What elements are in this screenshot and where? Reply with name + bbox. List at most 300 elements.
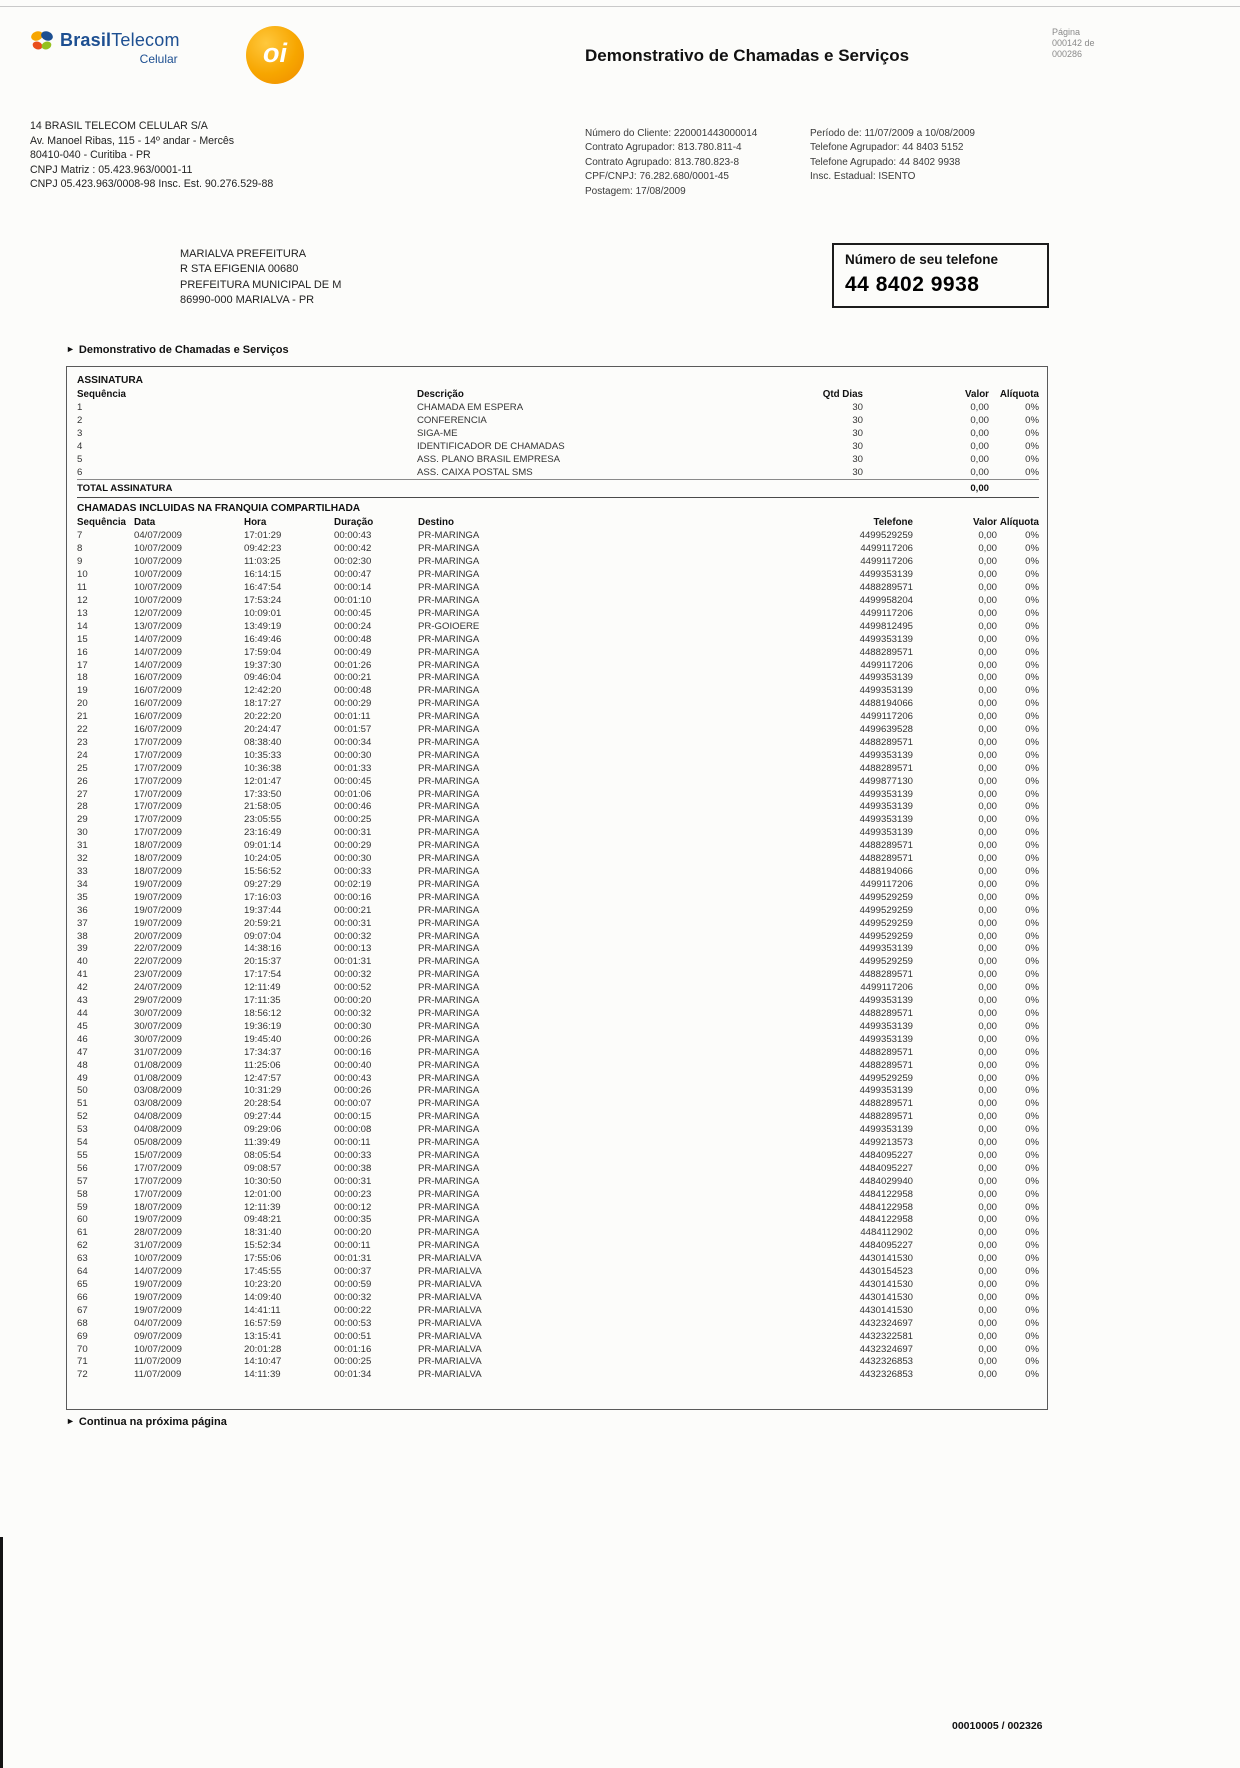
brand-name: BrasilTelecom	[60, 30, 180, 50]
cell-valor: 0,00	[978, 1266, 997, 1278]
cell-duracao: 00:00:40	[334, 1059, 372, 1071]
cell-destino: PR-MARINGA	[418, 1175, 480, 1187]
cell-duracao: 00:00:20	[334, 1227, 372, 1239]
cell-sequencia: 25	[77, 762, 88, 774]
cell-valor: 0,00	[978, 1304, 997, 1316]
cell-telefone: 4432324697	[859, 1317, 913, 1329]
cell-destino: PR-MARINGA	[418, 556, 480, 568]
cell-descricao: ASS. CAIXA POSTAL SMS	[417, 466, 533, 478]
cell-data: 19/07/2009	[134, 1214, 183, 1226]
cell-duracao: 00:00:11	[334, 1240, 371, 1252]
col-header-destino: Destino	[418, 517, 454, 529]
cell-hora: 17:33:50	[244, 788, 282, 800]
cell-sequencia: 45	[77, 1020, 88, 1032]
cell-data: 16/07/2009	[134, 698, 183, 710]
cell-aliquota: 0%	[1025, 646, 1039, 658]
chamada-row	[77, 634, 1039, 647]
phone-number: 44 8402 9938	[845, 273, 980, 296]
assinatura-row	[77, 415, 1039, 428]
cell-duracao: 00:01:10	[334, 594, 372, 606]
cell-data: 04/07/2009	[134, 1317, 183, 1329]
cell-valor: 0,00	[978, 1046, 997, 1058]
cell-hora: 12:11:49	[244, 982, 281, 994]
cell-sequencia: 26	[77, 775, 88, 787]
cell-valor: 0,00	[978, 659, 997, 671]
cell-telefone: 4499529259	[859, 891, 913, 903]
cell-aliquota: 0%	[1025, 1279, 1039, 1290]
cell-sequencia: 52	[77, 1111, 88, 1123]
cell-hora: 20:28:54	[244, 1098, 282, 1110]
company-address	[30, 119, 273, 192]
col-header-valor: Valor	[965, 389, 989, 400]
cell-aliquota: 0%	[1025, 659, 1039, 671]
cell-descricao: CONFERENCIA	[417, 414, 487, 426]
cell-data: 18/07/2009	[134, 866, 183, 877]
page-info	[1052, 27, 1095, 60]
cell-destino: PR-MARINGA	[418, 659, 480, 671]
cell-destino: PR-MARINGA	[418, 995, 480, 1007]
chamada-row	[77, 698, 1039, 711]
cell-valor: 0,00	[978, 1188, 997, 1200]
assinatura-header-row	[77, 388, 1039, 402]
cell-telefone: 4499353139	[859, 1085, 913, 1097]
cell-sequencia: 66	[77, 1291, 88, 1303]
assinatura-title: ASSINATURA	[77, 375, 144, 386]
chamada-row	[77, 530, 1039, 543]
cell-duracao: 00:00:32	[334, 1291, 372, 1303]
cell-hora: 10:31:29	[244, 1085, 282, 1097]
cell-qtd-dias: 30	[852, 427, 863, 439]
client-info-line: Contrato Agrupador: 813.780.811-4	[585, 142, 742, 154]
total-assinatura-value: 0,00	[863, 480, 989, 498]
cell-valor: 0,00	[970, 414, 989, 426]
cell-aliquota: 0%	[1025, 440, 1039, 452]
chamada-row	[77, 1189, 1039, 1202]
cell-telefone: 4499353139	[859, 633, 913, 645]
cell-telefone: 4488289571	[859, 762, 913, 774]
cell-valor: 0,00	[978, 646, 997, 658]
cell-destino: PR-MARINGA	[418, 956, 480, 968]
cell-sequencia: 48	[77, 1059, 88, 1071]
chamada-row	[77, 1150, 1039, 1163]
cell-telefone: 4499117206	[860, 607, 913, 619]
cell-valor: 0,00	[978, 633, 997, 645]
company-address-line: Av. Manoel Ribas, 115 - 14º andar - Mercês	[30, 134, 235, 147]
cell-valor: 0,00	[978, 1317, 997, 1329]
cell-data: 14/07/2009	[134, 659, 183, 671]
cell-sequencia: 58	[77, 1188, 88, 1200]
cell-aliquota: 0%	[1025, 1111, 1039, 1123]
cell-destino: PR-MARINGA	[418, 775, 480, 787]
chamada-row	[77, 840, 1039, 853]
cell-data: 05/08/2009	[134, 1137, 183, 1149]
cell-sequencia: 42	[77, 982, 88, 994]
cell-aliquota: 0%	[1025, 814, 1039, 826]
cell-valor: 0,00	[970, 453, 989, 465]
cell-aliquota: 0%	[1025, 904, 1039, 916]
cell-hora: 19:37:30	[244, 659, 282, 671]
cell-telefone: 4499353139	[859, 995, 913, 1007]
chamada-row	[77, 595, 1039, 608]
chamadas-header-row	[77, 516, 1039, 530]
cell-valor: 0,00	[978, 1033, 997, 1045]
cell-telefone: 4499353139	[859, 569, 913, 581]
section-heading-text: Demonstrativo de Chamadas e Serviços	[78, 344, 289, 356]
cell-valor: 0,00	[978, 1330, 997, 1342]
cell-aliquota: 0%	[1025, 1304, 1039, 1316]
cell-valor: 0,00	[978, 1098, 997, 1110]
chamada-row	[77, 827, 1039, 840]
cell-destino: PR-MARINGA	[418, 569, 480, 581]
cell-telefone: 4499117206	[860, 878, 913, 890]
page-label: Página	[1052, 27, 1081, 37]
cell-data: 18/07/2009	[134, 853, 183, 865]
cell-aliquota: 0%	[1025, 402, 1039, 413]
client-info-line: CPF/CNPJ: 76.282.680/0001-45	[585, 171, 729, 183]
cell-data: 16/07/2009	[134, 711, 183, 723]
cell-telefone: 4488289571	[859, 1007, 913, 1019]
chamada-row	[77, 1060, 1039, 1073]
cell-data: 17/07/2009	[134, 775, 183, 787]
cell-duracao: 00:01:33	[334, 762, 372, 774]
chamada-row	[77, 982, 1039, 995]
cell-data: 22/07/2009	[134, 943, 183, 955]
cell-aliquota: 0%	[1025, 982, 1039, 994]
cell-duracao: 00:01:57	[334, 724, 372, 736]
cell-aliquota: 0%	[1025, 930, 1039, 942]
cell-data: 15/07/2009	[134, 1149, 183, 1161]
phone-number-box	[832, 243, 1049, 308]
cell-valor: 0,00	[978, 943, 997, 955]
cell-data: 20/07/2009	[134, 930, 183, 942]
cell-duracao: 00:00:29	[334, 840, 372, 852]
assinatura-table	[77, 388, 1039, 498]
page-total: 000286	[1052, 49, 1083, 59]
cell-duracao: 00:00:24	[334, 620, 372, 632]
cell-destino: PR-MARINGA	[418, 814, 480, 826]
cell-telefone: 4499529259	[859, 904, 913, 916]
cell-telefone: 4499117206	[860, 982, 913, 994]
cell-sequencia: 18	[77, 672, 88, 684]
cell-destino: PR-MARINGA	[418, 1124, 480, 1136]
cell-valor: 0,00	[978, 607, 997, 619]
col-header-sequencia: Sequência	[77, 517, 127, 529]
cell-hora: 12:42:20	[244, 685, 282, 697]
cell-telefone: 4488289571	[859, 853, 913, 865]
cell-telefone: 4499529259	[859, 1072, 913, 1084]
cell-data: 10/07/2009	[134, 1343, 183, 1355]
cell-hora: 09:07:04	[244, 930, 282, 942]
cell-telefone: 4499529259	[859, 956, 913, 968]
cell-hora: 14:11:39	[244, 1369, 281, 1381]
cell-aliquota: 0%	[1025, 1098, 1039, 1110]
chamada-row	[77, 866, 1039, 879]
cell-aliquota: 0%	[1025, 607, 1039, 619]
cell-data: 17/07/2009	[134, 1188, 183, 1200]
cell-duracao: 00:00:25	[334, 1356, 372, 1368]
cell-telefone: 4499117206	[860, 659, 913, 671]
cell-aliquota: 0%	[1025, 1330, 1039, 1342]
cell-destino: PR-MARINGA	[418, 530, 480, 542]
cell-destino: PR-MARIALVA	[418, 1317, 482, 1329]
cell-sequencia: 70	[77, 1343, 88, 1355]
cell-destino: PR-MARINGA	[418, 1046, 480, 1058]
cell-valor: 0,00	[978, 1279, 997, 1290]
cell-aliquota: 0%	[1025, 1227, 1039, 1239]
cell-telefone: 4430154523	[859, 1266, 913, 1278]
cell-qtd-dias: 30	[852, 466, 863, 478]
cell-aliquota: 0%	[1025, 762, 1039, 774]
cell-hora: 21:58:05	[244, 801, 282, 813]
cell-data: 28/07/2009	[134, 1227, 183, 1239]
cell-hora: 14:41:11	[244, 1304, 281, 1316]
cell-telefone: 4499353139	[859, 1124, 913, 1136]
cell-destino: PR-MARINGA	[418, 582, 480, 594]
cell-duracao: 00:01:26	[334, 659, 372, 671]
assinatura-row	[77, 467, 1039, 480]
cell-data: 30/07/2009	[134, 1007, 183, 1019]
cell-hora: 19:36:19	[244, 1020, 282, 1032]
cell-destino: PR-MARINGA	[418, 853, 480, 865]
cell-duracao: 00:00:29	[334, 698, 372, 710]
cell-sequencia: 24	[77, 749, 88, 761]
cell-telefone: 4488289571	[859, 582, 913, 594]
chamada-row	[77, 1253, 1039, 1266]
phone-box-label: Número de seu telefone	[845, 252, 999, 267]
cell-aliquota: 0%	[1025, 414, 1039, 426]
cell-telefone: 4430141530	[859, 1253, 913, 1265]
cell-hora: 17:55:06	[244, 1253, 282, 1265]
col-header-telefone: Telefone	[873, 517, 913, 529]
cell-data: 10/07/2009	[134, 1253, 183, 1265]
cell-data: 10/07/2009	[134, 594, 183, 606]
cell-aliquota: 0%	[1025, 453, 1039, 465]
cell-hora: 10:23:20	[244, 1279, 282, 1290]
cell-data: 04/08/2009	[134, 1111, 183, 1123]
client-info-line: Número do Cliente: 220001443000014	[585, 128, 758, 139]
cell-telefone: 4499353139	[859, 788, 913, 800]
cell-telefone: 4430141530	[859, 1291, 913, 1303]
chamada-row	[77, 647, 1039, 660]
cell-aliquota: 0%	[1025, 594, 1039, 606]
client-info-line: Postagem: 17/08/2009	[585, 185, 686, 197]
cell-hora: 09:27:29	[244, 878, 282, 890]
cell-valor: 0,00	[978, 582, 997, 594]
cell-hora: 18:56:12	[244, 1007, 282, 1019]
cell-data: 17/07/2009	[134, 827, 183, 839]
cell-valor: 0,00	[978, 762, 997, 774]
cell-sequencia: 15	[77, 633, 88, 645]
oi-logo	[246, 26, 304, 84]
cell-sequencia: 23	[77, 736, 88, 748]
cell-aliquota: 0%	[1025, 917, 1039, 929]
cell-destino: PR-MARINGA	[418, 904, 480, 916]
chamada-row	[77, 1227, 1039, 1240]
chamada-row	[77, 918, 1039, 931]
chamada-row	[77, 1240, 1039, 1253]
cell-hora: 17:45:55	[244, 1266, 282, 1278]
cell-sequencia: 9	[77, 556, 83, 568]
cell-valor: 0,00	[978, 530, 997, 542]
chamadas-table	[77, 516, 1039, 1382]
cell-valor: 0,00	[978, 1085, 997, 1097]
customer-address-line: 86990-000 MARIALVA - PR	[180, 294, 315, 307]
cell-sequencia: 3	[77, 427, 83, 439]
cell-telefone: 4499353139	[859, 801, 913, 813]
cell-sequencia: 56	[77, 1162, 88, 1174]
cell-duracao: 00:00:16	[334, 1046, 372, 1058]
chamada-row	[77, 1008, 1039, 1021]
cell-data: 10/07/2009	[134, 556, 183, 568]
cell-telefone: 4432326853	[859, 1369, 913, 1381]
cell-duracao: 00:00:30	[334, 749, 372, 761]
cell-destino: PR-MARINGA	[418, 711, 480, 723]
cell-data: 30/07/2009	[134, 1020, 183, 1032]
cell-sequencia: 33	[77, 866, 88, 877]
cell-hora: 09:48:21	[244, 1214, 282, 1226]
chamada-row	[77, 1034, 1039, 1047]
cell-data: 16/07/2009	[134, 724, 183, 736]
cell-destino: PR-MARINGA	[418, 969, 480, 981]
cell-sequencia: 44	[77, 1007, 88, 1019]
cell-hora: 18:31:40	[244, 1227, 282, 1239]
cell-sequencia: 57	[77, 1175, 88, 1187]
cell-hora: 14:38:16	[244, 943, 282, 955]
cell-destino: PR-MARINGA	[418, 1020, 480, 1032]
cell-hora: 15:56:52	[244, 866, 282, 877]
cell-sequencia: 22	[77, 724, 88, 736]
cell-destino: PR-MARINGA	[418, 1149, 480, 1161]
col-header-sequencia: Sequência	[77, 389, 127, 400]
chamada-row	[77, 685, 1039, 698]
cell-sequencia: 8	[77, 543, 83, 555]
chamada-row	[77, 556, 1039, 569]
cell-valor: 0,00	[978, 1240, 997, 1252]
cell-aliquota: 0%	[1025, 569, 1039, 581]
cell-telefone: 4499353139	[859, 827, 913, 839]
cell-valor: 0,00	[978, 594, 997, 606]
cell-destino: PR-MARINGA	[418, 878, 480, 890]
cell-hora: 13:49:19	[244, 620, 282, 632]
cell-telefone: 4484122958	[859, 1188, 913, 1200]
cell-destino: PR-MARINGA	[418, 891, 480, 903]
cell-valor: 0,00	[978, 1356, 997, 1368]
cell-destino: PR-MARINGA	[418, 724, 480, 736]
oi-logo-text: oi	[263, 38, 287, 68]
cell-aliquota: 0%	[1025, 711, 1039, 723]
cell-sequencia: 34	[77, 878, 88, 890]
cell-duracao: 00:00:52	[334, 982, 372, 994]
col-header-duracao: Duração	[334, 517, 374, 529]
cell-telefone: 4499353139	[859, 685, 913, 697]
cell-valor: 0,00	[978, 801, 997, 813]
cell-aliquota: 0%	[1025, 1149, 1039, 1161]
cell-aliquota: 0%	[1025, 1020, 1039, 1032]
cell-data: 03/08/2009	[134, 1085, 183, 1097]
chamada-row	[77, 853, 1039, 866]
cell-data: 14/07/2009	[134, 1266, 183, 1278]
cell-sequencia: 41	[77, 969, 88, 981]
cell-telefone: 4432322581	[859, 1330, 913, 1342]
company-address-line: CNPJ Matriz : 05.423.963/0001-11	[30, 163, 193, 176]
cell-aliquota: 0%	[1025, 1046, 1039, 1058]
cell-aliquota: 0%	[1025, 1201, 1039, 1213]
chamada-row	[77, 608, 1039, 621]
col-header-descricao: Descrição	[417, 389, 464, 400]
cell-aliquota: 0%	[1025, 749, 1039, 761]
cell-data: 17/07/2009	[134, 749, 183, 761]
cell-sequencia: 51	[77, 1098, 88, 1110]
cell-duracao: 00:00:43	[334, 530, 372, 542]
cell-telefone: 4488289571	[859, 969, 913, 981]
cell-telefone: 4488289571	[859, 736, 913, 748]
cell-valor: 0,00	[978, 827, 997, 839]
cell-duracao: 00:00:11	[334, 1137, 371, 1149]
cell-hora: 14:10:47	[244, 1356, 282, 1368]
cell-sequencia: 28	[77, 801, 88, 813]
cell-duracao: 00:00:25	[334, 814, 372, 826]
cell-valor: 0,00	[978, 672, 997, 684]
cell-duracao: 00:00:46	[334, 801, 372, 813]
cell-valor: 0,00	[978, 698, 997, 710]
client-info-col2	[810, 127, 975, 185]
cell-duracao: 00:00:45	[334, 607, 372, 619]
chamada-row	[77, 569, 1039, 582]
cell-data: 17/07/2009	[134, 814, 183, 826]
cell-telefone: 4432324697	[859, 1343, 913, 1355]
cell-hora: 20:22:20	[244, 711, 282, 723]
cell-destino: PR-MARINGA	[418, 762, 480, 774]
chamada-row	[77, 892, 1039, 905]
continuation-note	[66, 1416, 227, 1428]
cell-sequencia: 17	[77, 659, 88, 671]
cell-telefone: 4499958204	[859, 594, 913, 606]
cell-duracao: 00:00:20	[334, 995, 372, 1007]
cell-sequencia: 27	[77, 788, 88, 800]
cell-destino: PR-MARINGA	[418, 1201, 480, 1213]
cell-hora: 17:53:24	[244, 594, 282, 606]
cell-valor: 0,00	[978, 1137, 997, 1149]
cell-sequencia: 19	[77, 685, 88, 697]
assinatura-total-row	[77, 480, 1039, 498]
cell-duracao: 00:00:13	[334, 943, 372, 955]
section-heading	[66, 344, 289, 356]
cell-destino: PR-MARINGA	[418, 1111, 480, 1123]
chamada-row	[77, 543, 1039, 556]
cell-sequencia: 30	[77, 827, 88, 839]
cell-aliquota: 0%	[1025, 956, 1039, 968]
cell-duracao: 00:00:31	[334, 827, 372, 839]
cell-valor: 0,00	[978, 891, 997, 903]
cell-valor: 0,00	[978, 1111, 997, 1123]
customer-address-line: MARIALVA PREFEITURA	[180, 248, 307, 260]
cell-sequencia: 47	[77, 1046, 88, 1058]
cell-valor: 0,00	[978, 930, 997, 942]
cell-duracao: 00:00:59	[334, 1279, 372, 1290]
cell-sequencia: 43	[77, 995, 88, 1007]
cell-valor: 0,00	[978, 1291, 997, 1303]
chamada-row	[77, 801, 1039, 814]
brasil-telecom-logo	[30, 30, 180, 66]
total-assinatura-label: TOTAL ASSINATURA	[77, 480, 717, 498]
chamada-row	[77, 1266, 1039, 1279]
cell-sequencia: 59	[77, 1201, 88, 1213]
cell-data: 18/07/2009	[134, 840, 183, 852]
cell-hora: 10:36:38	[244, 762, 282, 774]
cell-hora: 16:49:46	[244, 633, 282, 645]
cell-telefone: 4499117206	[860, 556, 913, 568]
cell-duracao: 00:00:07	[334, 1098, 372, 1110]
